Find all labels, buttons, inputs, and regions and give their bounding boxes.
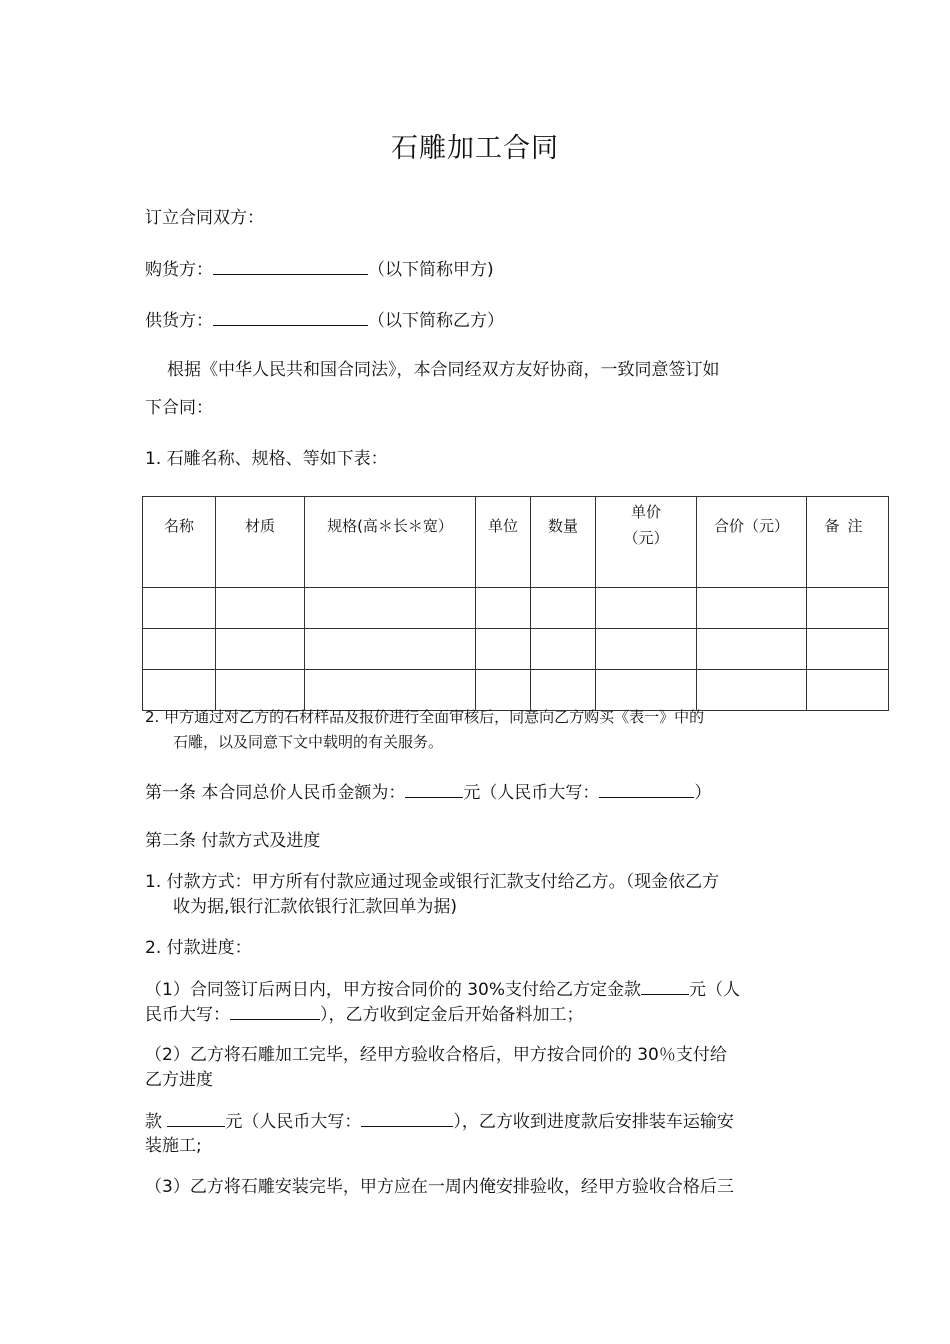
table-cell[interactable] [807, 629, 889, 670]
step-1-suffix: 元（人 [689, 980, 741, 1000]
deposit-words-blank[interactable] [230, 1002, 320, 1020]
header-material: 材质 [216, 497, 305, 588]
buyer-label: 购货方： [145, 260, 213, 280]
buyer-blank[interactable] [213, 257, 368, 275]
item-1: 1. 石雕名称、规格、等如下表： [145, 449, 388, 469]
header-name: 名称 [143, 497, 216, 588]
step-2-line-3-suffix: ），乙方收到进度款后安排装车运输安 [453, 1112, 734, 1132]
preamble-line-2: 下合同： [145, 398, 213, 418]
table-cell[interactable] [216, 588, 305, 629]
total-amount-blank[interactable] [405, 780, 463, 798]
header-spec: 规格(高＊长＊宽） [305, 497, 476, 588]
step-2-line-4: 装施工; [145, 1136, 202, 1156]
parties-intro: 订立合同双方： [145, 208, 264, 228]
article-1 [145, 780, 711, 805]
progress-amount-blank[interactable] [167, 1109, 225, 1127]
table-cell[interactable] [476, 588, 531, 629]
document-title: 石雕加工合同 [391, 133, 559, 164]
table-header-row [143, 497, 889, 588]
supplier-blank[interactable] [213, 308, 368, 326]
item-2-line-2: 石雕，以及同意下文中载明的有关服务。 [173, 733, 444, 751]
table-row [143, 629, 889, 670]
table-cell[interactable] [697, 588, 807, 629]
article-2-title: 第二条 付款方式及进度 [145, 831, 321, 851]
progress-words-blank[interactable] [361, 1109, 453, 1127]
payment-method-line-1: 1. 付款方式：甲方所有付款应通过现金或银行汇款支付给乙方。（现金依乙方 [145, 872, 720, 892]
step-2-line-3 [145, 1109, 734, 1134]
payment-progress: 2. 付款进度： [145, 938, 252, 958]
buyer-line [145, 257, 494, 282]
table-cell[interactable] [476, 629, 531, 670]
table-cell[interactable] [531, 588, 596, 629]
table-cell[interactable] [807, 670, 889, 711]
step-1-line-1 [145, 977, 740, 1002]
preamble-line-1: 根据《中华人民共和国合同法》，本合同经双方友好协商，一致同意签订如 [167, 360, 720, 380]
item-2-line-1: 2. 甲方通过对乙方的石材样品及报价进行全面审核后，同意向乙方购买《表一》中的 [145, 708, 705, 726]
header-unit: 单位 [476, 497, 531, 588]
table-row [143, 588, 889, 629]
supplier-label: 供货方： [145, 311, 213, 331]
table-cell[interactable] [697, 670, 807, 711]
table-cell[interactable] [697, 629, 807, 670]
supplier-suffix: （以下简称乙方） [368, 311, 504, 331]
payment-method-line-2: 收为据,银行汇款依银行汇款回单为据) [173, 897, 458, 917]
step-3-line-1: （3）乙方将石雕安装完毕，甲方应在一周内俺安排验收，经甲方验收合格后三 [145, 1177, 734, 1197]
table-cell[interactable] [143, 629, 216, 670]
step-1-line-2-prefix: 民币大写： [145, 1005, 230, 1025]
table-cell[interactable] [807, 588, 889, 629]
step-2-line-1: （2）乙方将石雕加工完毕，经甲方验收合格后，甲方按合同价的 30％支付给 [145, 1045, 727, 1065]
header-unit-price-top: 单价 [630, 503, 661, 521]
step-2-line-3-mid: 元（人民币大写： [225, 1112, 362, 1132]
table-cell[interactable] [596, 588, 697, 629]
table-cell[interactable] [305, 588, 476, 629]
article-1-prefix: 第一条 本合同总价人民币金额为： [145, 783, 406, 803]
article-1-mid: 元（人民币大写： [463, 783, 600, 803]
total-amount-words-blank[interactable] [599, 780, 694, 798]
header-note: 备注 [807, 497, 889, 588]
supplier-line [145, 308, 504, 333]
header-unit-price-bottom: （元） [623, 529, 669, 547]
table-cell[interactable] [216, 629, 305, 670]
spec-table [142, 496, 889, 711]
header-quantity: 数量 [531, 497, 596, 588]
article-1-suffix: ） [694, 783, 712, 803]
step-1-line-2-suffix: ），乙方收到定金后开始备料加工； [320, 1005, 584, 1025]
header-total: 合价（元） [697, 497, 807, 588]
deposit-amount-blank[interactable] [641, 977, 689, 995]
table-cell[interactable] [531, 629, 596, 670]
step-1-prefix: （1）合同签订后两日内，甲方按合同价的 30%支付给乙方定金款 [145, 980, 642, 1000]
header-unit-price [596, 497, 697, 588]
table-cell[interactable] [305, 629, 476, 670]
table-cell[interactable] [143, 588, 216, 629]
table-cell[interactable] [596, 629, 697, 670]
step-2-line-2: 乙方进度 [145, 1070, 213, 1090]
step-2-line-3-prefix: 款 [145, 1112, 168, 1132]
buyer-suffix: （以下简称甲方) [368, 260, 494, 280]
step-1-line-2 [145, 1002, 584, 1027]
